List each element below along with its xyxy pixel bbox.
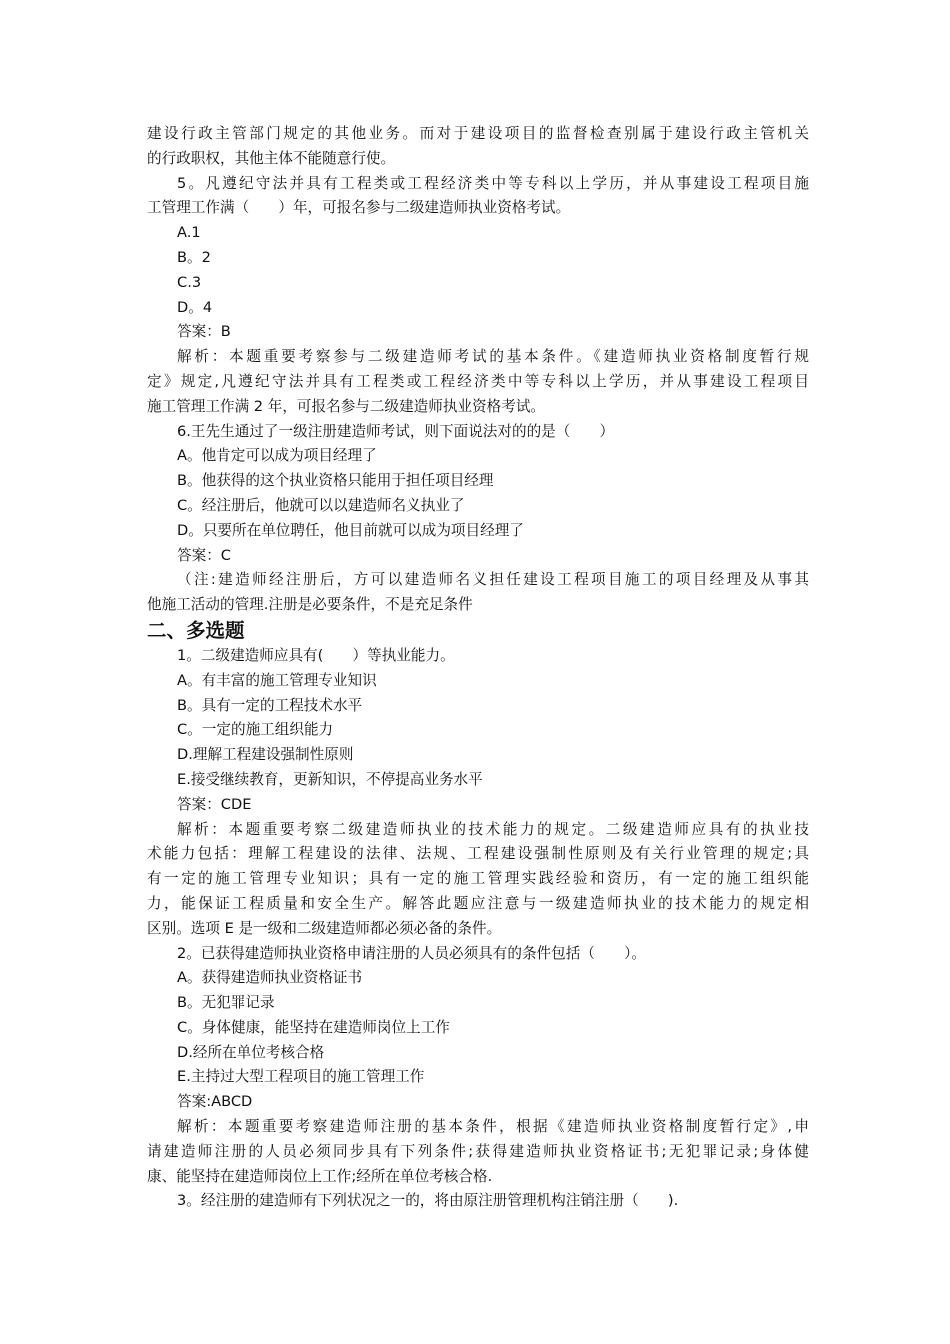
option-c: C。经注册后，他就可以以建造师名义执业了 (177, 496, 465, 514)
question-5-line: 工管理工作满（ ）年，可报名参与二级建造师执业资格考试。 (147, 199, 571, 217)
option-b: B。他获得的这个执业资格只能用于担任项目经理 (177, 472, 494, 490)
section-heading: 二、多选题 (147, 618, 245, 642)
option-b: B。具有一定的工程技术水平 (177, 696, 363, 714)
option-e: E.接受继续教育，更新知识，不停提高业务水平 (177, 770, 483, 788)
option-a: A.1 (177, 224, 201, 242)
question-2-line: 2。已获得建造师执业资格申请注册的人员必须具有的条件包括（ ）。 (177, 944, 646, 962)
option-b: B。2 (177, 248, 211, 266)
option-c: C。身体健康，能坚持在建造师岗位上工作 (177, 1018, 450, 1036)
explanation-line: 解析：本题重要考察二级建造师执业的技术能力的规定。二级建造师应具有的执业技 (177, 820, 809, 838)
option-c: C.3 (177, 273, 202, 291)
question-5-line: 5。凡遵纪守法并具有工程类或工程经济类中等专科以上学历，并从事建设工程项目施 (177, 174, 809, 192)
option-d: D。只要所在单位聘任，他目前就可以成为项目经理了 (177, 521, 524, 539)
explanation-line: 定》规定,凡遵纪守法并具有工程类或工程经济类中等专科以上学历，并从事建设工程项目 (147, 372, 809, 390)
explanation-line: 解析：本题重要考察参与二级建造师考试的基本条件。《建造师执业资格制度暂行规 (177, 348, 809, 366)
document-page (147, 122, 809, 1214)
question-6-line: 6.王先生通过了一级注册建造师考试，则下面说法对的的是（ ） (177, 422, 615, 440)
answer: 答案：CDE (177, 795, 252, 813)
option-d: D.理解工程建设强制性原则 (177, 746, 354, 764)
explanation-line: 施工管理工作满 2 年，可报名参与二级建造师执业资格考试。 (147, 397, 546, 415)
explanation-line: 解析：本题重要考察建造师注册的基本条件，根据《建造师执业资格制度暂行定》,申 (177, 1118, 809, 1136)
explanation-line: 有一定的施工管理专业知识；具有一定的施工管理实践经验和资历，有一定的施工组织能 (147, 870, 809, 888)
option-a: A。他肯定可以成为项目经理了 (177, 447, 377, 465)
option-e: E.主持过大型工程项目的施工管理工作 (177, 1068, 425, 1086)
paragraph-line: 建设行政主管部门规定的其他业务。而对于建设项目的监督检查别属于建设行政主管机关 (147, 125, 809, 142)
explanation-line: 康、能坚持在建造师岗位上工作;经所在单位考核合格. (147, 1167, 493, 1185)
option-a: A。有丰富的施工管理专业知识 (177, 671, 377, 689)
option-d: D。4 (177, 298, 213, 316)
explanation-line: 术能力包括：理解工程建设的法律、法规、工程建设强制性原则及有关行业管理的规定;具 (147, 845, 809, 863)
explanation-line: 力，能保证工程质量和安全生产。解答此题应注意与一级建造师执业的技术能力的规定相 (147, 894, 809, 912)
option-b: B。无犯罪记录 (177, 994, 275, 1012)
paragraph-line: 的行政职权，其他主体不能随意行使。 (147, 149, 396, 167)
answer: 答案：C (177, 546, 231, 564)
answer: 答案:ABCD (177, 1093, 253, 1111)
explanation-line: 请建造师注册的人员必须同步具有下列条件;获得建造师执业资格证书;无犯罪记录;身体健 (147, 1142, 809, 1160)
question-3-line: 3。经注册的建造师有下列状况之一的，将由原注册管理机构注销注册（ ). (177, 1192, 679, 1210)
note-line: 他施工活动的管理.注册是必要条件，不是充足条件 (147, 596, 473, 614)
note-line: （注:建造师经注册后，方可以建造师名义担任建设工程项目施工的项目经理及从事其 (177, 571, 809, 589)
explanation-line: 区别。选项 E 是一级和二级建造师都必须必备的条件。 (147, 919, 502, 937)
option-a: A。获得建造师执业资格证书 (177, 969, 363, 987)
option-c: C。一定的施工组织能力 (177, 721, 334, 739)
option-d: D.经所在单位考核合格 (177, 1043, 325, 1061)
answer: 答案：B (177, 323, 231, 341)
question-1-line: 1。二级建造师应具有( ）等执业能力。 (177, 646, 455, 664)
